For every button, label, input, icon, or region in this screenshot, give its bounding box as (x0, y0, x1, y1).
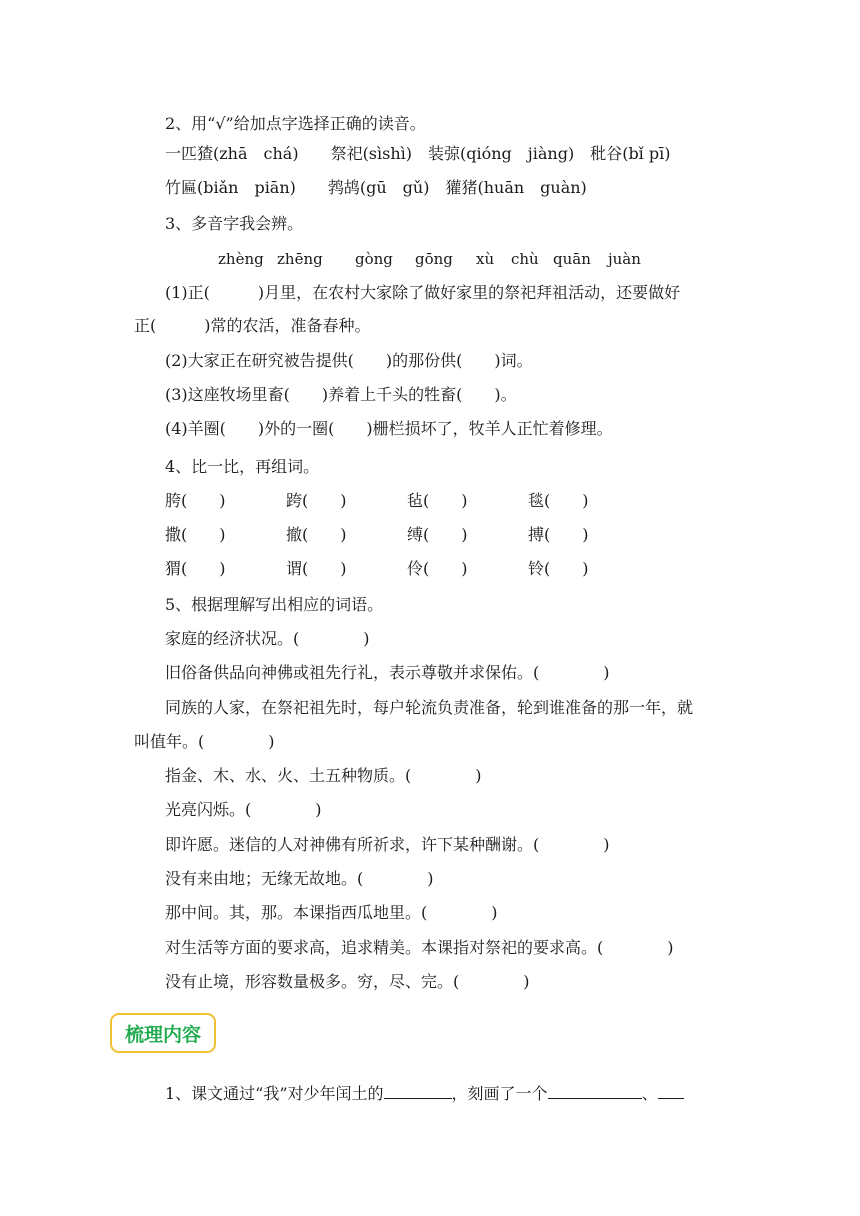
q5-line: 对生活等方面的要求高，追求精美。本课指对祭祀的要求高。( ) (165, 938, 674, 957)
pinyin-zheng4: zhèng (218, 250, 264, 268)
q4-item: 胯( ) (165, 491, 226, 510)
q5-line: 旧俗备供品向神佛或祖先行礼，表示尊敬并求保佑。( ) (165, 663, 610, 682)
pinyin-quan: quān (553, 250, 591, 268)
q2-title: 2、用“√”给加点字选择正确的读音。 (165, 114, 426, 133)
q5-line: 那中间。其，那。本课指西瓜地里。( ) (165, 903, 498, 922)
blank-line[interactable] (548, 1080, 642, 1099)
q5-line: 没有止境，形容数量极多。穷，尽、完。( ) (165, 972, 530, 991)
pinyin-gong1: gōng (415, 250, 453, 268)
pinyin-chu: chù (511, 250, 539, 268)
q2-row-2: 竹匾(biǎn piān) 鹁鸪(gū gǔ) 獾猪(huān guàn) (165, 178, 587, 197)
q5-line: 家庭的经济状况。( ) (165, 629, 370, 648)
q4-item: 撤( ) (286, 525, 347, 544)
q4-item: 猬( ) (165, 559, 226, 578)
q3-sentence-4: (4)羊圈( )外的一圈( )栅栏损坏了，牧羊人正忙着修理。 (165, 419, 613, 438)
q3-sentence-2: (2)大家正在研究被告提供( )的那份供( )词。 (165, 351, 533, 370)
q4-item: 撒( ) (165, 525, 226, 544)
q5-line: 光亮闪烁。( ) (165, 800, 322, 819)
summary-paragraph-1 (165, 1080, 684, 1105)
q4-item: 谓( ) (286, 559, 347, 578)
q5-line: 即许愿。迷信的人对神佛有所祈求，许下某种酬谢。( ) (165, 835, 610, 854)
q4-title: 4、比一比，再组词。 (165, 457, 320, 476)
section-badge-summary: 梳理内容 (110, 1013, 216, 1053)
q5-line: 没有来由地；无缘无故地。( ) (165, 869, 434, 888)
q4-item: 伶( ) (407, 559, 468, 578)
q5-line: 叫值年。( ) (134, 732, 275, 751)
summary-text-c: 、 (641, 1084, 658, 1103)
q2-row-1: 一匹猹(zhā chá) 祭祀(sìshì) 装弶(qióng jiàng) 秕谷(bǐ pī) (165, 144, 671, 163)
blank-line[interactable] (384, 1080, 452, 1099)
summary-text-b: ，刻画了一个 (451, 1084, 548, 1103)
q5-line: 同族的人家，在祭祀祖先时，每户轮流负责准备，轮到谁准备的那一年，就 (165, 698, 694, 717)
pinyin-zheng1: zhēng (277, 250, 323, 268)
pinyin-juan: juàn (608, 250, 641, 268)
q4-item: 缚( ) (407, 525, 468, 544)
q3-sentence-1b: 正( )常的农活，准备春种。 (134, 316, 371, 335)
q5-line: 指金、木、水、火、土五种物质。( ) (165, 766, 482, 785)
q3-title: 3、多音字我会辨。 (165, 214, 304, 233)
summary-text-a: 1、课文通过“我”对少年闰土的 (165, 1084, 384, 1103)
q4-item: 铃( ) (528, 559, 589, 578)
q3-sentence-3: (3)这座牧场里畜( )养着上千头的牲畜( )。 (165, 385, 517, 404)
q3-sentence-1a: (1)正( )月里，在农村大家除了做好家里的祭祀拜祖活动，还要做好 (165, 283, 681, 302)
pinyin-xu: xù (476, 250, 495, 268)
q4-item: 搏( ) (528, 525, 589, 544)
blank-line[interactable] (658, 1080, 684, 1099)
q4-item: 跨( ) (286, 491, 347, 510)
pinyin-gong4: gòng (355, 250, 393, 268)
q4-item: 毯( ) (528, 491, 589, 510)
q5-title: 5、根据理解写出相应的词语。 (165, 595, 384, 614)
q4-item: 毡( ) (407, 491, 468, 510)
